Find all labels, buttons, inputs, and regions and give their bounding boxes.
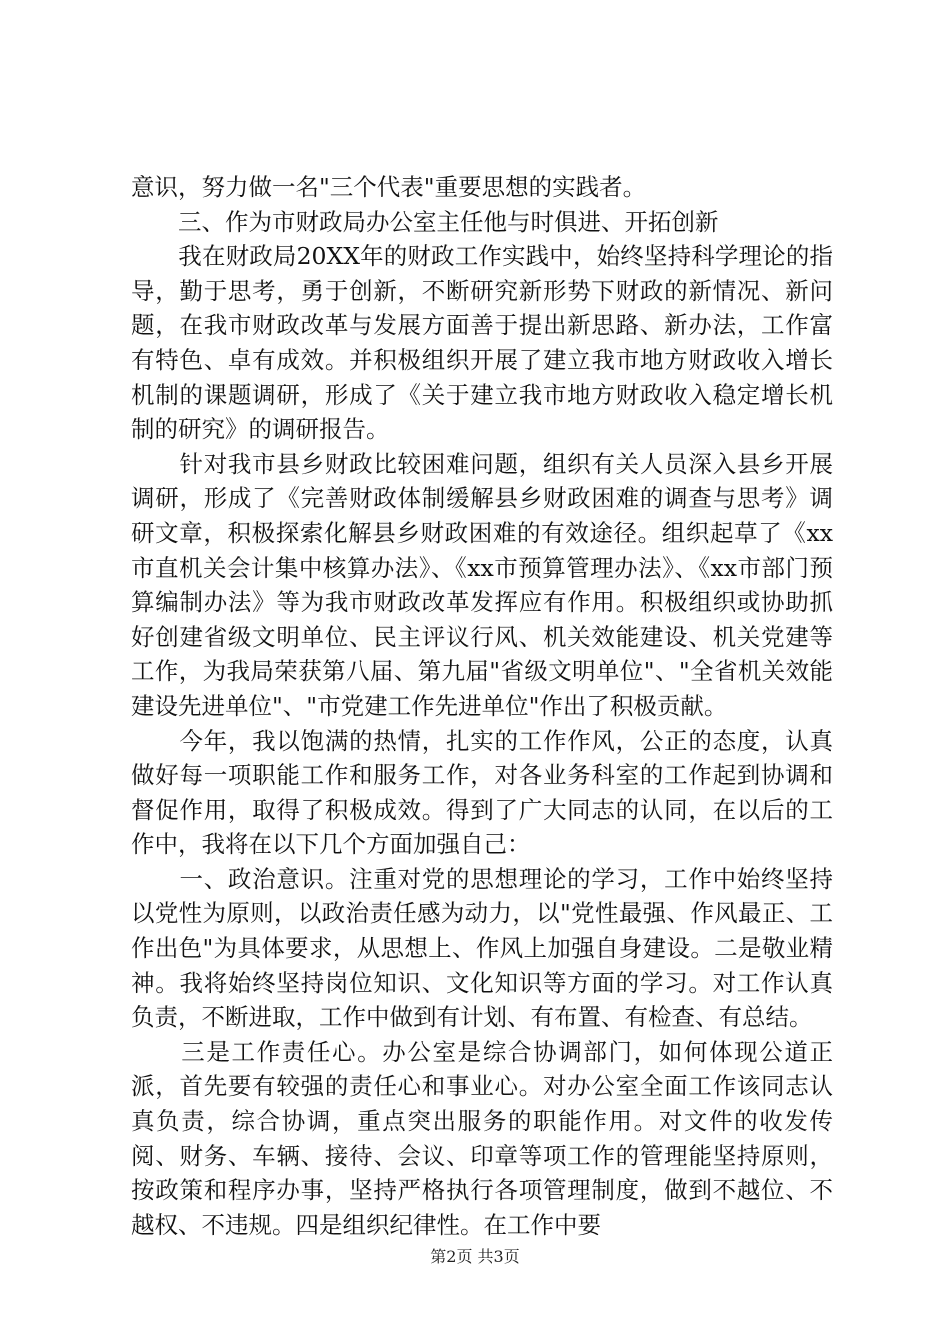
paragraph-responsibility: 三是工作责任心。办公室是综合协调部门，如何体现公道正派，首先要有较强的责任心和事业心。对办公室全面工作该同志认真负责，综合协调，重点突出服务的职能作用。对文件的收发传阅、财务、车辆、接待、会议、印章等项工作的管理能坚持原则，按政策和程序办事，坚持严格执行各项管理制度，做到不越位、不越权、不违规。四是组织纪律性。在工作中要 <box>131 1037 833 1239</box>
body-text <box>131 170 833 1242</box>
paragraph-continuation: 意识，努力做一名"三个代表"重要思想的实践者。 <box>131 173 647 201</box>
paragraph-county-finance: 针对我市县乡财政比较困难问题，组织有关人员深入县乡开展调研，形成了《完善财政体制缓解县乡财政困难的调查与思考》调研文章，积极探索化解县乡财政困难的有效途径。组织起草了《xx市直机关会计集中核算办法》、《xx市预算管理办法》、《xx市部门预算编制办法》等为我市财政改革发挥应有作用。积极组织或协助抓好创建省级文明单位、民主评议行风、机关效能建设、机关党建等工作，为我局荣获第八届、第九届"省级文明单位"、"全省机关效能建设先进单位"、"市党建工作先进单位"作出了积极贡献。 <box>131 449 833 720</box>
paragraph-this-year: 今年，我以饱满的热情，扎实的工作作风，公正的态度，认真做好每一项职能工作和服务工作，对各业务科室的工作起到协调和督促作用，取得了积极成效。得到了广大同志的认同，在以后的工作中，我将在以下几个方面加强自己： <box>131 726 833 859</box>
paragraph-practice: 我在财政局20XX年的财政工作实践中，始终坚持科学理论的指导，勤于思考，勇于创新，不断研究新形势下财政的新情况、新问题，在我市财政改革与发展方面善于提出新思路、新办法，工作富有特色、卓有成效。并积极组织开展了建立我市地方财政收入增长机制的课题调研，形成了《关于建立我市地方财政收入稳定增长机制的研究》的调研报告。 <box>131 242 833 444</box>
paragraph-political-awareness: 一、政治意识。注重对党的思想理论的学习，工作中始终坚持以党性为原则，以政治责任感为动力，以"党性最强、作风最正、工作出色"为具体要求，从思想上、作风上加强自身建设。二是敬业精神。我将始终坚持岗位知识、文化知识等方面的学习。对工作认真负责，不断进取，工作中做到有计划、有布置、有检查、有总结。 <box>131 864 833 1032</box>
section-heading-three: 三、作为市财政局办公室主任他与时俱进、开拓创新 <box>131 207 719 236</box>
page-footer: 第2页 共3页 <box>430 1247 520 1266</box>
